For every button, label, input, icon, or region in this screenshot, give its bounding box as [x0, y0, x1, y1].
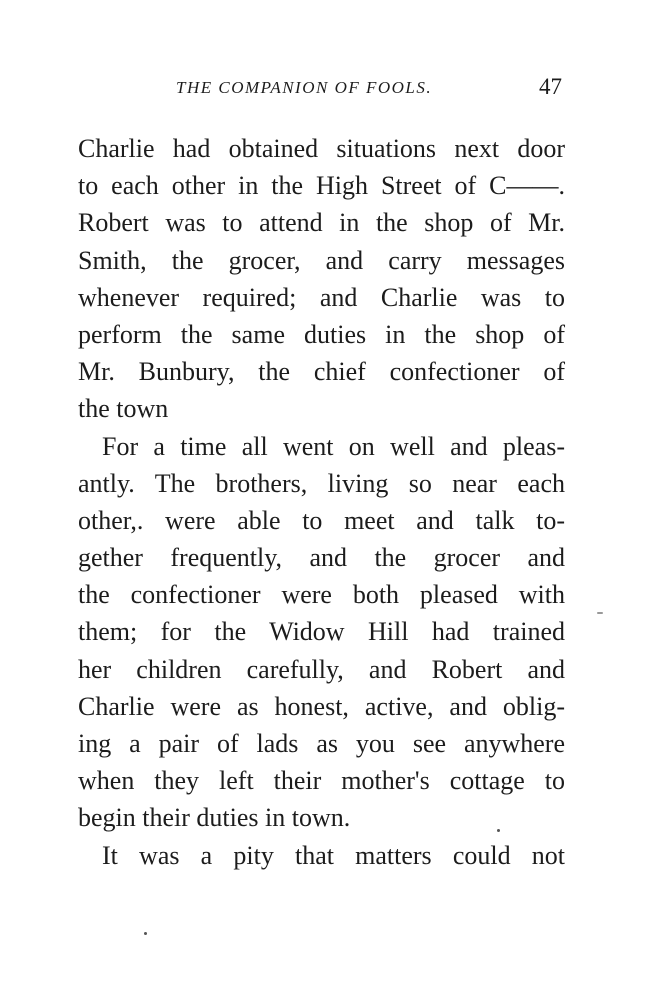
text-line: Robert was to attend in the shop of Mr. — [78, 208, 565, 238]
text-line: the confectioner were both pleased with — [78, 580, 565, 610]
page-number: 47 — [539, 74, 562, 99]
running-title: THE COMPANION OF FOOLS. — [176, 78, 433, 97]
text-line: Mr. Bunbury, the chief confectioner of — [78, 357, 565, 387]
text-line: gether frequently, and the grocer and — [78, 543, 565, 573]
text-line: begin their duties in town. — [78, 803, 351, 833]
ink-speck — [597, 612, 603, 614]
text-line: It was a pity that matters could not — [102, 840, 565, 870]
text-line: other,. were able to meet and talk to- — [78, 505, 565, 535]
page-header — [80, 76, 564, 110]
text-line: perform the same duties in the shop of — [78, 319, 565, 349]
text-line: For a time all went on well and pleas- — [102, 431, 565, 461]
text-line: the town — [78, 394, 169, 424]
text-line: whenever required; and Charlie was to — [78, 282, 565, 312]
text-line: Charlie were as honest, active, and oblig- — [78, 691, 565, 721]
ink-speck — [144, 932, 147, 935]
text-line: them; for the Widow Hill had trained — [78, 617, 565, 647]
text-line: antly. The brothers, living so near each — [78, 468, 565, 498]
text-line: to each other in the High Street of C——. — [78, 171, 565, 201]
text-line: Charlie had obtained situations next door — [78, 134, 565, 163]
body-text — [78, 130, 565, 874]
text-line: her children carefully, and Robert and — [78, 654, 565, 684]
ink-speck — [497, 829, 500, 832]
text-line: when they left their mother's cottage to — [78, 766, 565, 796]
text-line: Smith, the grocer, and carry messages — [78, 245, 565, 275]
text-line: ing a pair of lads as you see anywhere — [78, 729, 565, 758]
